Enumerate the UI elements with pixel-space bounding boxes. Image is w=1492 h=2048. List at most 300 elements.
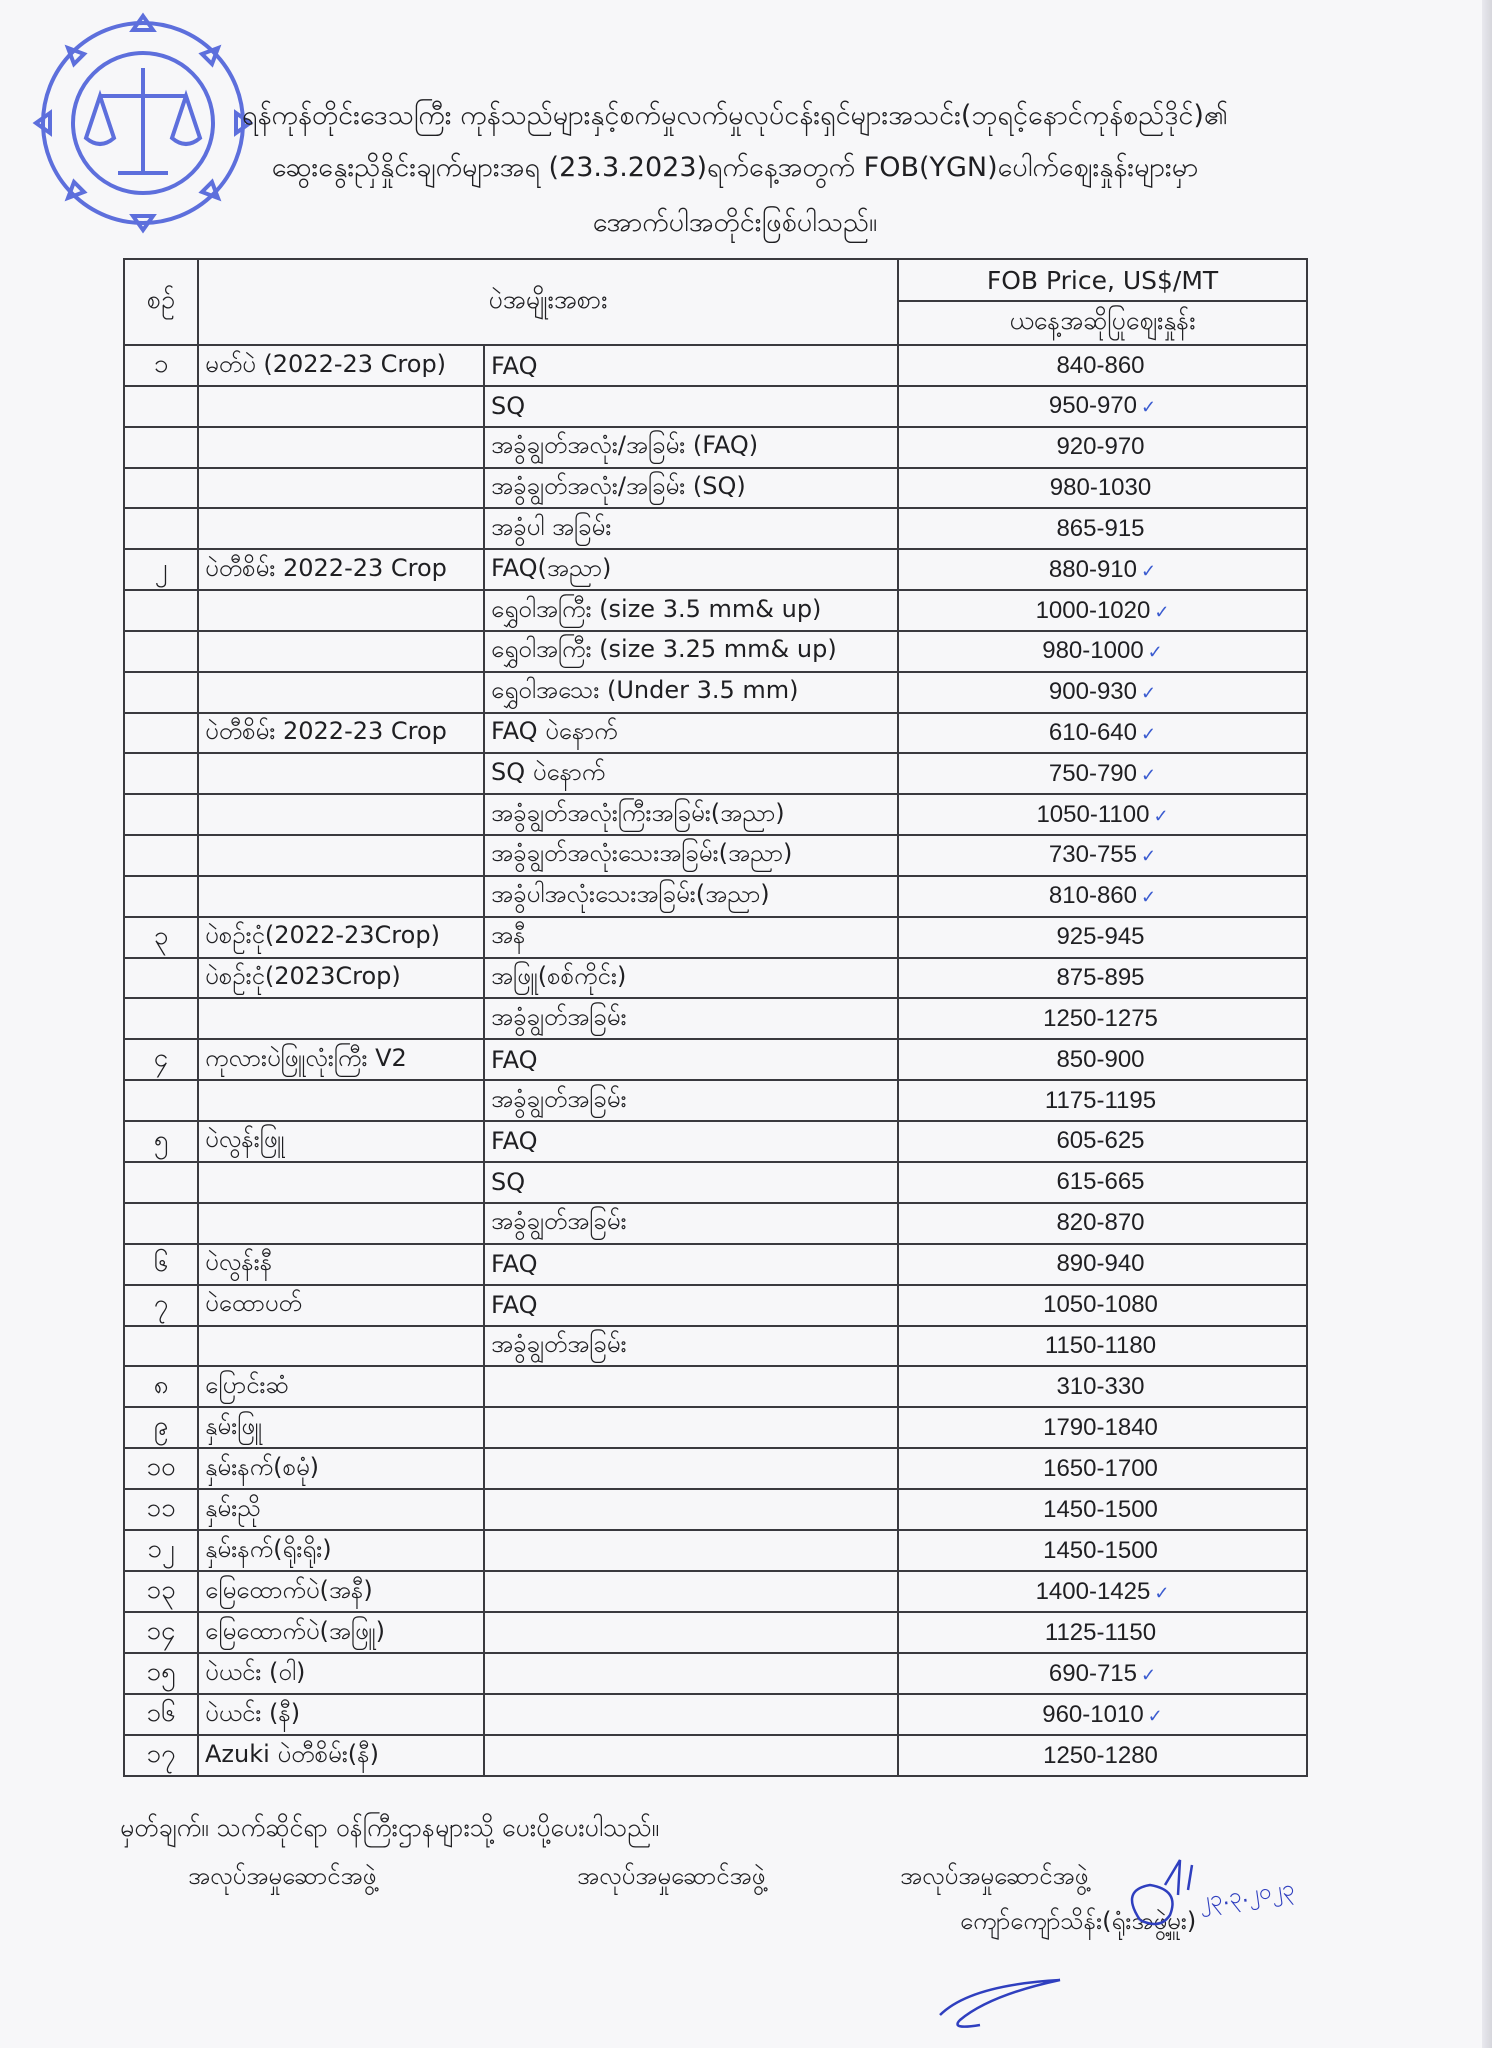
check-mark-icon: ✓ — [1140, 397, 1157, 418]
cell-no — [124, 753, 198, 794]
cell-name — [198, 345, 484, 386]
price-text: 1050-1100 — [1036, 800, 1150, 828]
cell-grade — [484, 468, 898, 509]
table-row — [124, 1244, 1307, 1285]
cell-name — [198, 508, 484, 549]
grade-text: အဖြူ(စစ်ကိုင်း) — [491, 961, 627, 990]
cell-no — [124, 1244, 198, 1285]
table-row — [124, 1039, 1307, 1080]
table-row — [124, 1735, 1307, 1776]
cell-no — [124, 1285, 198, 1326]
price-text: 1450-1500 — [1043, 1536, 1158, 1564]
name-text: မတ်ပဲ (2022-23 Crop) — [205, 349, 447, 378]
table-row — [124, 753, 1307, 794]
grade-text: အခွံချွတ်အလုံး/အခြမ်း (FAQ) — [491, 431, 759, 460]
grade-text: SQ ပဲနောက် — [491, 757, 606, 786]
cell-grade — [484, 713, 898, 754]
no-text: ၄ — [153, 1043, 169, 1074]
cell-price — [898, 794, 1307, 835]
check-mark-icon: ✓ — [1147, 642, 1163, 663]
table-row — [124, 1203, 1307, 1244]
grade-text: FAQ — [491, 1291, 538, 1320]
cell-no — [124, 1653, 198, 1694]
grade-text: FAQ — [491, 1127, 538, 1156]
grade-text: အခွံချွတ်အလုံး/အခြမ်း (SQ) — [491, 471, 746, 500]
working-group-2: အလုပ်အမှုဆောင်အဖွဲ့ — [577, 1862, 766, 1890]
cell-grade — [484, 917, 898, 958]
price-text: 1050-1080 — [1043, 1291, 1158, 1319]
cell-name — [198, 427, 484, 468]
price-text: 1790-1840 — [1043, 1413, 1158, 1441]
cell-grade — [484, 998, 898, 1039]
cell-no — [124, 1489, 198, 1530]
no-text: ၂ — [154, 553, 168, 584]
cell-name — [198, 998, 484, 1039]
name-text: ကုလားပဲဖြူလုံးကြီး V2 — [205, 1043, 407, 1072]
name-text: ပြောင်းဆံ — [205, 1370, 289, 1399]
grade-text: ရွှေဝါအကြီး (size 3.5 mm& up) — [491, 594, 822, 623]
cell-no — [124, 1448, 198, 1489]
no-text: ၇ — [153, 1288, 169, 1319]
check-mark-icon: ✓ — [1140, 683, 1157, 704]
table-row — [124, 1571, 1307, 1612]
price-text: 1400-1425 — [1035, 1577, 1151, 1605]
cell-price — [898, 1612, 1307, 1653]
col-header-price: FOB Price, US$/MT — [898, 259, 1307, 301]
no-text: ၁ — [153, 349, 169, 379]
cell-name — [198, 1735, 484, 1776]
table-row — [124, 1080, 1307, 1121]
grade-text: အခွံချွတ်အခြမ်း — [491, 1207, 627, 1236]
cell-name — [198, 1407, 484, 1448]
cell-no — [124, 1694, 198, 1735]
price-text: 960-1010 — [1042, 1700, 1144, 1728]
cell-grade — [484, 1571, 898, 1612]
table-row — [124, 713, 1307, 754]
name-text: မြေထောက်ပဲ(အနီ) — [205, 1575, 373, 1604]
cell-name — [198, 1039, 484, 1080]
grade-text: SQ — [491, 392, 526, 421]
cell-price — [898, 1080, 1307, 1121]
grade-text: အခွံချွတ်အခြမ်း — [491, 1002, 627, 1031]
grade-text: SQ — [491, 1168, 526, 1197]
check-mark-icon: ✓ — [1140, 764, 1157, 785]
cell-price — [898, 958, 1307, 999]
cell-no — [124, 713, 198, 754]
table-row — [124, 1653, 1307, 1694]
cell-price — [898, 998, 1307, 1039]
cell-name — [198, 1612, 484, 1653]
table-row — [124, 1121, 1307, 1162]
cell-name — [198, 386, 484, 427]
col-header-no: စဉ် — [124, 259, 198, 345]
cell-name — [198, 1326, 484, 1367]
cell-grade — [484, 631, 898, 672]
handwritten-date: ၂၃.၃.၂၀၂၃ — [1197, 1875, 1296, 1914]
cell-price — [898, 1489, 1307, 1530]
price-text: 925-945 — [1056, 923, 1145, 951]
price-text: 310-330 — [1056, 1372, 1145, 1400]
cell-no — [124, 1407, 198, 1448]
grade-text: အခွံပါ အခြမ်း — [491, 512, 612, 541]
cell-no — [124, 386, 198, 427]
grade-text: FAQ — [491, 351, 538, 380]
signatory-name: ကျော်ကျော်သိန်း(ရုံးအဖွဲ့မှူး) — [960, 1907, 1197, 1935]
cell-price — [898, 1326, 1307, 1367]
cell-grade — [484, 386, 898, 427]
cell-no — [124, 794, 198, 835]
table-row — [124, 1366, 1307, 1407]
price-text: 880-910 — [1048, 555, 1137, 583]
cell-price — [898, 1694, 1307, 1735]
cell-grade — [484, 753, 898, 794]
grade-text: FAQ — [491, 1250, 538, 1279]
price-text: 690-715 — [1048, 1659, 1137, 1687]
price-text: 1250-1280 — [1043, 1741, 1158, 1769]
grade-text: အခွံပါအလုံးသေးအခြမ်း(အညာ) — [491, 880, 770, 909]
no-text: ၁၇ — [146, 1739, 176, 1770]
grade-text: FAQ ပဲနောက် — [491, 716, 618, 745]
table-row — [124, 590, 1307, 631]
cell-name — [198, 876, 484, 917]
cell-no — [124, 917, 198, 958]
check-mark-icon: ✓ — [1153, 805, 1169, 826]
price-text: 610-640 — [1048, 718, 1137, 746]
no-text: ၁၀ — [146, 1452, 176, 1483]
cell-name — [198, 1121, 484, 1162]
table-row — [124, 631, 1307, 672]
cell-no — [124, 876, 198, 917]
table-row — [124, 1530, 1307, 1571]
name-text: ပဲတီစိမ်း 2022-23 Crop — [205, 716, 447, 745]
no-text: ၁၆ — [146, 1698, 176, 1729]
cell-no — [124, 1612, 198, 1653]
price-text: 920-970 — [1056, 433, 1145, 461]
name-text: နှမ်းနက်(စမုံ) — [205, 1452, 320, 1481]
table-row — [124, 549, 1307, 590]
cell-price — [898, 1244, 1307, 1285]
table-row — [124, 958, 1307, 999]
table-row — [124, 427, 1307, 468]
cell-price — [898, 386, 1307, 427]
cell-name — [198, 1366, 484, 1407]
cell-grade — [484, 1080, 898, 1121]
cell-name — [198, 1653, 484, 1694]
price-text: 1250-1275 — [1043, 1004, 1158, 1032]
cell-grade — [484, 508, 898, 549]
cell-no — [124, 998, 198, 1039]
cell-grade — [484, 1162, 898, 1203]
cell-price — [898, 917, 1307, 958]
price-text: 820-870 — [1056, 1209, 1145, 1237]
grade-text: ရွှေဝါအကြီး (size 3.25 mm& up) — [491, 635, 837, 664]
cell-name — [198, 1694, 484, 1735]
no-text: ၁၅ — [146, 1657, 176, 1688]
table-row — [124, 1694, 1307, 1735]
cell-grade — [484, 1694, 898, 1735]
cell-price — [898, 1285, 1307, 1326]
cell-grade — [484, 672, 898, 713]
table-row — [124, 345, 1307, 386]
col-header-price-sub: ယနေ့အဆိုပြုဈေးနှုန်း — [898, 301, 1307, 345]
cell-no — [124, 590, 198, 631]
cell-name — [198, 468, 484, 509]
cell-price — [898, 590, 1307, 631]
cell-price — [898, 1162, 1307, 1203]
cell-no — [124, 468, 198, 509]
price-text: 900-930 — [1048, 678, 1137, 706]
header-line-2: ဆွေးနွေးညှိနှိုင်းချက်များအရ (23.3.2023)ရက်နေ့အတွက် FOB(YGN)ပေါက်ဈေးနှုန်းများမှာ — [271, 152, 1199, 183]
grade-text: FAQ(အညာ) — [491, 553, 612, 582]
check-mark-icon: ✓ — [1140, 887, 1157, 908]
price-table-body — [124, 345, 1307, 1776]
table-row — [124, 1285, 1307, 1326]
table-row — [124, 672, 1307, 713]
cell-price — [898, 713, 1307, 754]
cell-grade — [484, 876, 898, 917]
price-text: 875-895 — [1056, 963, 1145, 991]
check-mark-icon: ✓ — [1140, 846, 1157, 867]
cell-grade — [484, 1366, 898, 1407]
name-text: နှမ်းဖြူ — [205, 1411, 262, 1440]
header-line-1: ရန်ကုန်တိုင်းဒေသကြီး ကုန်သည်များနှင့်စက်မှုလက်မှုလုပ်ငန်းရှင်များအသင်း(ဘုရင့်နောင်ကုန်စည်ဒိုင်)၏ — [242, 100, 1228, 131]
price-text: 865-915 — [1056, 514, 1145, 542]
table-row — [124, 1612, 1307, 1653]
cell-no — [124, 427, 198, 468]
cell-price — [898, 835, 1307, 876]
name-text: ပဲယင်း (နီ) — [205, 1698, 301, 1727]
cell-price — [898, 345, 1307, 386]
cell-grade — [484, 549, 898, 590]
cell-name — [198, 1203, 484, 1244]
price-text: 850-900 — [1056, 1045, 1145, 1073]
cell-price — [898, 631, 1307, 672]
cell-grade — [484, 1489, 898, 1530]
cell-price — [898, 876, 1307, 917]
no-text: ၁၂ — [147, 1534, 175, 1565]
price-text: 950-970 — [1048, 392, 1137, 420]
no-text: ၆ — [153, 1247, 169, 1278]
cell-no — [124, 1203, 198, 1244]
price-text: 810-860 — [1048, 882, 1137, 910]
price-text: 1000-1020 — [1035, 596, 1151, 624]
grade-text: အခွံချွတ်အလုံးကြီးအခြမ်း(အညာ) — [491, 798, 785, 827]
cell-price — [898, 1571, 1307, 1612]
cell-grade — [484, 1326, 898, 1367]
handwritten-signature — [1120, 1850, 1310, 1930]
no-text: ၁၃ — [146, 1575, 176, 1606]
grade-text: အနီ — [491, 921, 526, 950]
cell-no — [124, 1366, 198, 1407]
cell-grade — [484, 1285, 898, 1326]
price-text: 1650-1700 — [1043, 1454, 1158, 1482]
cell-no — [124, 1162, 198, 1203]
working-group-1: အလုပ်အမှုဆောင်အဖွဲ့ — [188, 1862, 377, 1890]
cell-grade — [484, 345, 898, 386]
check-mark-icon: ✓ — [1140, 723, 1157, 744]
cell-no — [124, 631, 198, 672]
name-text: ပဲထောပတ် — [205, 1289, 302, 1318]
check-mark-icon: ✓ — [1154, 601, 1170, 622]
no-text: ၁၄ — [146, 1616, 176, 1647]
cell-grade — [484, 1653, 898, 1694]
cell-grade — [484, 1448, 898, 1489]
cell-price — [898, 672, 1307, 713]
no-text: ၁၁ — [146, 1493, 176, 1524]
name-text: ပဲစဉ်းငုံ(2023Crop) — [205, 961, 401, 990]
cell-name — [198, 1448, 484, 1489]
no-text: ၈ — [153, 1370, 169, 1401]
cell-no — [124, 958, 198, 999]
cell-price — [898, 427, 1307, 468]
cell-grade — [484, 835, 898, 876]
name-text: ပဲတီစိမ်း 2022-23 Crop — [205, 553, 447, 582]
cell-grade — [484, 958, 898, 999]
cell-name — [198, 672, 484, 713]
name-text: မြေထောက်ပဲ(အဖြူ) — [205, 1616, 385, 1645]
price-text: 980-1030 — [1049, 473, 1152, 501]
cell-no — [124, 1121, 198, 1162]
cell-no — [124, 1571, 198, 1612]
table-row — [124, 876, 1307, 917]
cell-name — [198, 1571, 484, 1612]
cell-price — [898, 1530, 1307, 1571]
working-group-3: အလုပ်အမှုဆောင်အဖွဲ့ — [900, 1862, 1089, 1890]
cell-grade — [484, 1244, 898, 1285]
cell-no — [124, 508, 198, 549]
check-mark-icon: ✓ — [1140, 1664, 1157, 1685]
table-row — [124, 917, 1307, 958]
cell-price — [898, 753, 1307, 794]
name-text: ပဲယင်း (ဝါ) — [205, 1657, 306, 1686]
cell-no — [124, 1080, 198, 1121]
cell-price — [898, 468, 1307, 509]
no-text: ၃ — [153, 920, 169, 951]
name-text: ပဲလွန်းဖြူ — [205, 1125, 285, 1154]
table-row — [124, 835, 1307, 876]
cell-no — [124, 1326, 198, 1367]
cell-price — [898, 1407, 1307, 1448]
cell-name — [198, 1489, 484, 1530]
col-header-item: ပဲအမျိုးအစား — [198, 259, 898, 345]
table-row — [124, 998, 1307, 1039]
price-text: 1150-1180 — [1044, 1331, 1157, 1359]
no-text: ၅ — [153, 1124, 169, 1155]
cell-name — [198, 631, 484, 672]
cell-name — [198, 1244, 484, 1285]
cell-price — [898, 1121, 1307, 1162]
cell-no — [124, 835, 198, 876]
grade-text: ရွှေဝါအသေး (Under 3.5 mm) — [491, 676, 799, 705]
table-row — [124, 1448, 1307, 1489]
table-row — [124, 1407, 1307, 1448]
cell-price — [898, 1039, 1307, 1080]
cell-name — [198, 590, 484, 631]
cell-grade — [484, 427, 898, 468]
price-text: 840-860 — [1056, 351, 1145, 379]
price-text: 1175-1195 — [1044, 1086, 1157, 1114]
cell-price — [898, 1448, 1307, 1489]
cell-name — [198, 917, 484, 958]
cell-no — [124, 1530, 198, 1571]
cell-grade — [484, 590, 898, 631]
cell-name — [198, 835, 484, 876]
check-mark-icon: ✓ — [1154, 1582, 1170, 1603]
cell-no — [124, 345, 198, 386]
page-edge — [1482, 0, 1492, 2048]
table-row — [124, 468, 1307, 509]
grade-text: အခွံချွတ်အခြမ်း — [491, 1329, 627, 1358]
pen-scribble — [930, 1965, 1080, 2035]
cell-no — [124, 1039, 198, 1080]
cell-grade — [484, 1612, 898, 1653]
cell-name — [198, 549, 484, 590]
price-text: 1125-1150 — [1044, 1618, 1157, 1646]
price-text: 890-940 — [1056, 1250, 1145, 1278]
price-text: 605-625 — [1056, 1127, 1145, 1155]
table-row — [124, 794, 1307, 835]
table-row — [124, 1162, 1307, 1203]
table-row — [124, 1489, 1307, 1530]
cell-grade — [484, 1407, 898, 1448]
cell-price — [898, 1653, 1307, 1694]
cell-grade — [484, 1735, 898, 1776]
cell-no — [124, 549, 198, 590]
table-row — [124, 1326, 1307, 1367]
cell-name — [198, 1530, 484, 1571]
name-text: နှမ်းနက်(ရိုးရိုး) — [205, 1534, 332, 1563]
cell-no — [124, 672, 198, 713]
table-row — [124, 508, 1307, 549]
cell-grade — [484, 794, 898, 835]
cell-grade — [484, 1530, 898, 1571]
cell-price — [898, 508, 1307, 549]
cell-price — [898, 1203, 1307, 1244]
cell-grade — [484, 1121, 898, 1162]
cell-name — [198, 1162, 484, 1203]
header-line-3: အောက်ပါအတိုင်းဖြစ်ပါသည်။ — [592, 207, 878, 238]
price-text: 750-790 — [1048, 759, 1137, 787]
name-text: Azuki ပဲတီစိမ်း(နီ) — [205, 1739, 379, 1768]
name-text: ပဲလွန်းနီ — [205, 1248, 273, 1277]
cell-name — [198, 1080, 484, 1121]
name-text: ပဲစဉ်းငုံ(2022-23Crop) — [205, 921, 440, 950]
footnote: မှတ်ချက်။ သက်ဆိုင်ရာ ဝန်ကြီးဌာနများသို့ ပေးပို့ပေးပါသည်။ — [120, 1813, 660, 1842]
cell-price — [898, 1735, 1307, 1776]
grade-text: အခွံချွတ်အလုံးသေးအခြမ်း(အညာ) — [491, 839, 793, 868]
price-text: 615-665 — [1056, 1168, 1145, 1196]
grade-text: FAQ — [491, 1045, 538, 1074]
cell-grade — [484, 1203, 898, 1244]
check-mark-icon: ✓ — [1140, 560, 1157, 581]
cell-name — [198, 794, 484, 835]
cell-grade — [484, 1039, 898, 1080]
name-text: နှမ်းညို — [205, 1493, 261, 1522]
cell-name — [198, 958, 484, 999]
cell-price — [898, 549, 1307, 590]
price-table — [123, 258, 1308, 1777]
cell-name — [198, 713, 484, 754]
price-text: 1450-1500 — [1043, 1495, 1158, 1523]
cell-name — [198, 753, 484, 794]
grade-text: အခွံချွတ်အခြမ်း — [491, 1084, 627, 1113]
price-text: 980-1000 — [1042, 637, 1144, 665]
check-mark-icon: ✓ — [1147, 1705, 1163, 1726]
cell-no — [124, 1735, 198, 1776]
no-text: ၉ — [153, 1411, 169, 1442]
cell-price — [898, 1366, 1307, 1407]
table-row — [124, 386, 1307, 427]
